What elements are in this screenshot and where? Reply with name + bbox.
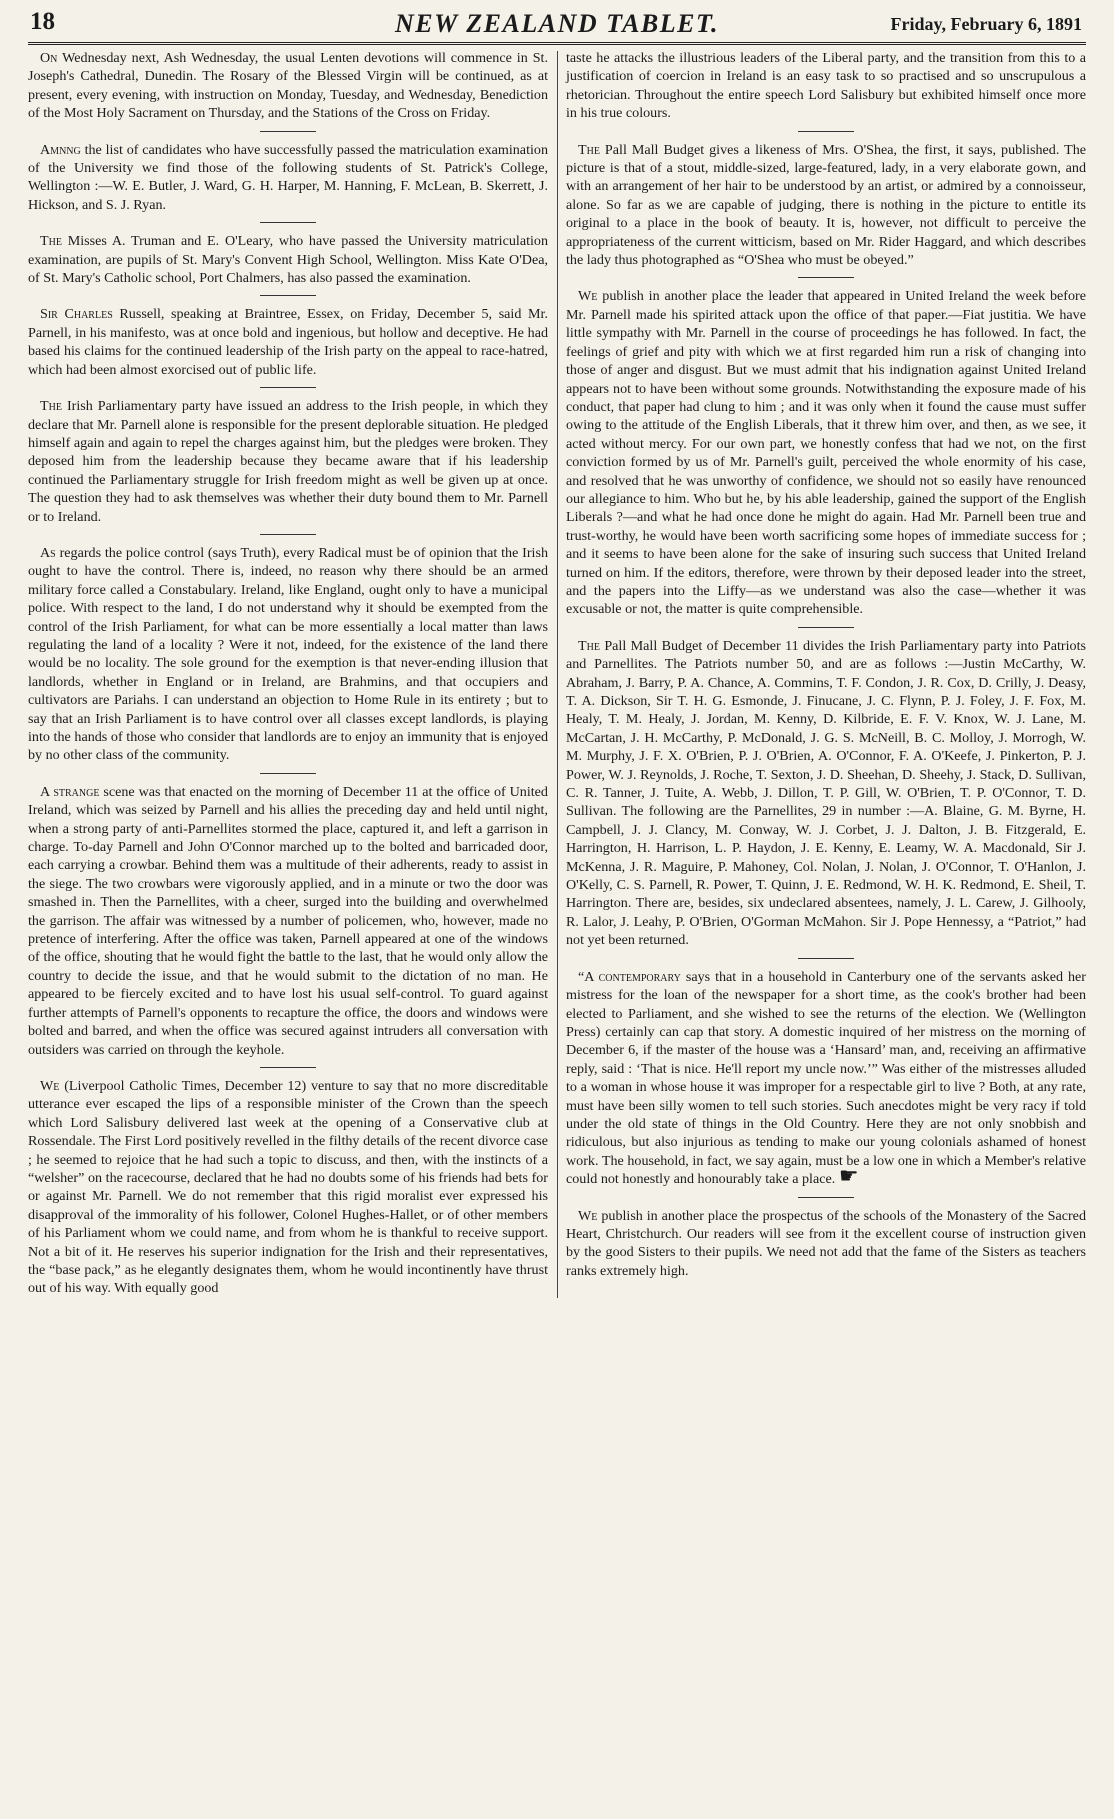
- paragraph-irish-parliamentary-party: The Irish Parliamentary party have issued an address to the Irish people, in which they declare that Mr. Parnell alone is responsible for the present deplorable situation. He pledged himself again and again to repel the charges against him, but the pledges were broken. They deposed him from the leadership because they became aware that if his leadership continued the Parliamentary struggle for Irish freedom might as well be given up at once. The question they had to ask themselves was whether their duty bound them to Mr. Parnell or to Ireland.: [28, 398, 548, 525]
- masthead: [28, 8, 1086, 45]
- page-number: 18: [30, 8, 55, 35]
- section-rule: [798, 131, 854, 132]
- paragraph-united-ireland-office: A strange scene was that enacted on the morning of December 11 at the office of United Ireland, which was seized by Parnell and his allies the preceding day and held until night, when a strong party of anti-Parnellites stormed the place, captured it, and left a garrison in charge. To-day Parnell and John O'Connor marched up to the bolted and barricaded door, each carrying a crowbar. Behind them was a multitude of their adherents, ready to assist in the siege. The two crowbars were vigorously applied, and in a minute or two the door was smashed in. Then the Parnellites, with a cheer, surged into the building and overwhelmed the garrison. The affair was witnessed by a number of policemen, who, however, made no pretence of interfering. After the office was taken, Parnell appeared at one of the windows of the office, shouting that he would fight the battle to the last, that he would only allow the country to decide the issue, and that he would submit to the dictation of no man. He appeared to be fiercely excited and to have lost his usual self-control. To guard against further attempts of Parnell's opponents to recapture the office, the doors and windows were bolted and barred, and when the office was secured against intruders all conversation with outsiders was carried on through the keyhole.: [28, 783, 548, 1058]
- section-rule: [798, 958, 854, 959]
- section-rule: [260, 222, 316, 223]
- paragraph-misses-truman-oleary: The Misses A. Truman and E. O'Leary, who have passed the University matriculation examination, are pupils of St. Mary's Convent High School, Wellington. Miss Kate O'Dea, of St. Mary's Catholic school, Port Chalmers, has also passed the examination.: [28, 233, 548, 287]
- paragraph-united-ireland-leader: We publish in another place the leader that appeared in United Ireland the week before Mr. Parnell made his spirited attack upon the office of that paper.—Fiat justitia. We have little sympathy with Mr. Parnell in the course of proceedings he has followed. In fact, the feelings of grief and pity with which we at first regarded him run a risk of changing into those of anger and disgust. But we must admit that his indignation against United Ireland appears not to have been without some grounds. Notwithstanding the exposure made of his conduct, that paper had clung to him ; and it was only when it found the cause must suffer owing to the attitude of the English Liberals, that it threw him over, and then, as we see, it acted without mercy. For our own part, we honestly confess that had we not, on the first conviction formed by us of Mr. Parnell's guilt, perceived the whole enormity of his case, and resolved that he was unworthy of confidence, we should not so easily have renounced our allegiance to him. Who but he, by his able leadership, gained the support of the English Liberals ?—and what he had once done he might do again. Had Mr. Parnell been true and trust-worthy, he would have been worth sacrificing some hopes of immediate success for ; and it seems to have been alone for the sake of insuring such success that United Ireland turned on him. If the editors, therefore, were thrown by their deposed leader into the street, and the papers into the Liffy—as we understand was also the case—whether it was excusable or not, the matter is quite comprehensible.: [566, 288, 1086, 618]
- section-rule: [260, 1067, 316, 1068]
- paragraph-sir-charles-russell: Sir Charles Russell, speaking at Braintree, Essex, on Friday, December 5, said Mr. Parnell, in his manifesto, was at once bold and ingenious, but hollow and deceptive. He had based his claims for the continued leadership of the Irish party on the appeal to race-hatred, which had been almost exorcised out of public life.: [28, 306, 548, 378]
- section-rule: [798, 277, 854, 278]
- section-rule: [798, 627, 854, 628]
- issue-date: Friday, February 6, 1891: [890, 14, 1082, 34]
- paragraph-sacred-heart-schools: We publish in another place the prospectus of the schools of the Monastery of the Sacred Heart, Christchurch. Our readers will see from it the excellent course of instruction given by the good Sisters to their pupils. We need not add that the fame of the Sisters as teachers ranks extremely high.: [566, 1207, 1086, 1279]
- section-rule: [260, 773, 316, 774]
- left-column: [28, 49, 548, 1298]
- paragraph-matriculation-st-patricks: Amnng the list of candidates who have successfully passed the matriculation examination of the University we find those of the following students of St. Patrick's College, Wellington :—W. E. Butler, J. Ward, G. H. Harper, M. Hanning, F. McLean, B. Skerrett, J. Hickson, and S. J. Ryan.: [28, 141, 548, 213]
- section-rule: [260, 131, 316, 132]
- column-divider: [557, 51, 558, 1298]
- right-column: [566, 49, 1086, 1298]
- paragraph-lenten-devotions: On Wednesday next, Ash Wednesday, the usual Lenten devotions will commence in St. Joseph's Cathedral, Dunedin. The Rosary of the Blessed Virgin will be continued, as at present, every evening, with instruction on Monday, Tuesday, and Wednesday, Benediction of the Most Holy Sacrament on Thursday, and the Stations of the Cross on Friday.: [28, 50, 548, 122]
- section-rule: [260, 534, 316, 535]
- paragraph-patriots-and-parnellites: The Pall Mall Budget of December 11 divides the Irish Parliamentary party into Patriots and Parnellites. The Patriots number 50, and are as follows :—Justin McCarthy, W. Abraham, J. Barry, P. A. Chance, A. Commins, T. F. Condon, J. R. Cox, D. Crilly, J. Deasy, T. A. Dickson, Sir T. H. G. Esmonde, J. Finucane, J. C. Flynn, P. J. Foley, J. F. Fox, M. Healy, T. M. Healy, J. Jordan, M. Kenny, D. Kilbride, E. F. V. Knox, W. J. Lane, M. McCartan, J. H. McCarthy, P. McDonald, J. G. S. McNeill, B. C. Molloy, J. Morrogh, W. M. Murphy, J. F. X. O'Brien, P. J. O'Brien, A. O'Connor, F. A. O'Keefe, J. Pinkerton, P. J. Power, W. J. Reynolds, J. Roche, T. Sexton, J. D. Sheehan, D. Sheehy, J. Stack, D. Sullivan, C. R. Tanner, J. Tuite, A. Webb, J. Dillon, T. P. Gill, W. O'Brien, T. P. O'Connor, T. D. Sullivan. The following are the Parnellites, 29 in number :—A. Blaine, G. M. Byrne, H. Campbell, J. J. Clancy, M. Conway, W. J. Corbet, J. J. Dalton, J. B. Fitzgerald, E. Harrington, H. Harrison, L. P. Haydon, J. E. Kenny, E. Leamy, W. A. Macdonald, Sir J. McKenna, J. R. Maguire, P. Mahoney, Col. Nolan, J. Nolan, J. O'Connor, T. O'Hanlon, J. O'Kelly, C. S. Parnell, R. Power, T. Quinn, J. E. Redmond, W. H. K. Redmond, E. Sheil, T. Harrington. There are, besides, six undeclared absentees, namely, J. L. Carew, J. Gilhooly, R. Lalor, J. Leahy, P. O'Brien, O'Gorman McMahon. Sir J. Pope Hennessy, a “Patriot,” had not yet been returned.: [566, 637, 1086, 949]
- section-rule: [260, 295, 316, 296]
- paragraph-liverpool-catholic-times: We (Liverpool Catholic Times, December 12) venture to say that no more discreditable utterance ever escaped the lips of a responsible minister of the Crown than the speech which Lord Salisbury delivered last week at the opening of a Conservative club at Rossendale. The First Lord positively revelled in the filthy details of the recent divorce case ; he seemed to rejoice that he had such a topic to discuss, and then, with the instincts of a “welsher” on the racecourse, declared that he had no doubts some of his friends had bets for or against Mr. Parnell. We do not remember that this rigid moralist ever expressed his disapproval of the immorality of his follower, Colonel Hughes-Hallet, or of other members of his Parliament whom we could name, and from whom he is thankful to receive support. Not a bit of it. He reserves his superior indignation for the Irish and their representatives, the “base pack,” as he elegantly designates them, whom he would incontinently have thrust out of his way. With equally good: [28, 1077, 548, 1297]
- paragraph-contemporary-anecdote: “A contemporary says that in a household in Canterbury one of the servants asked her mistress for the loan of the newspaper for a short time, as the cook's brother had been elected to Parliament, and she wished to see the returns of the election. We (Wellington Press) certainly can cap that story. A domestic inquired of her mistress on the morning of December 6, if the master of the house was a ‘Hansard’ man, and, receiving an affirmative reply, said : ‘That is nice. He'll report my uncle now.’” Was either of the mistresses alluded to a woman in whose house it was improper for a respectable girl to live ? Both, at any rate, must have been silly women to tell such stories. Such anecdotes might be very racy if told under the old state of things in the Old Country. Here they are not only snobbish and ridiculous, but also injurious as tending to make our young colonials ashamed of honest work. The household, in fact, we say again, must be a low one in which a Member's relative could not honestly and honourably take a place. ☛: [566, 968, 1086, 1189]
- paragraph-police-control: As regards the police control (says Truth), every Radical must be of opinion that the Irish ought to have the control. There is, indeed, no reason why there should be an armed military force called a Constabulary. Ireland, like England, ought only to have a municipal police. With respect to the land, I do not understand why it should be exempted from the control of the Irish Parliament, for what can be more essentially a local matter than laws regulating the land of a locality ? Were it not, indeed, for the existence of the land there would be no locality. The sole ground for the exemption is that never-ending illusion that landlords, whether in England or in Ireland, are Brahmins, and that occupiers and cultivators are Pariahs. I can understand an objection to Home Rule in its entirety ; but to say that an Irish Parliament is to have control over all classes except landlords, is playing into the hands of those who consider that landlords are to enjoy an immunity that is enjoyed by no other class of the community.: [28, 544, 548, 764]
- section-rule: [260, 387, 316, 388]
- paragraph-salisbury-continued: taste he attacks the illustrious leaders of the Liberal party, and the transition from this to a justification of coercion in Ireland is an easy task to so practised and so unscrupulous a rhetorician. Throughout the entire speech Lord Salisbury but exhibited himself once more in his true colours.: [566, 50, 1086, 122]
- pointing-hand-icon: ☛: [838, 1163, 859, 1189]
- newspaper-title: NEW ZEALAND TABLET.: [395, 9, 719, 38]
- section-rule: [798, 1197, 854, 1198]
- article-columns: [28, 49, 1086, 1298]
- paragraph-mrs-oshea-likeness: The Pall Mall Budget gives a likeness of Mrs. O'Shea, the first, it says, published. The picture is that of a stout, middle-sized, large-featured, lady, in a very elaborate gown, and with an arrangement of her hair to be understood by an artist, or admired by a connoisseur, alone. So far as we are capable of judging, there is nothing in the picture to entitle its original to a place in the book of beauty. It is, however, not difficult to perceive the appropriateness of the current witticism, based on Mr. Rider Haggard, and which describes the lady thus photographed as “O'Shea who must be obeyed.”: [566, 141, 1086, 269]
